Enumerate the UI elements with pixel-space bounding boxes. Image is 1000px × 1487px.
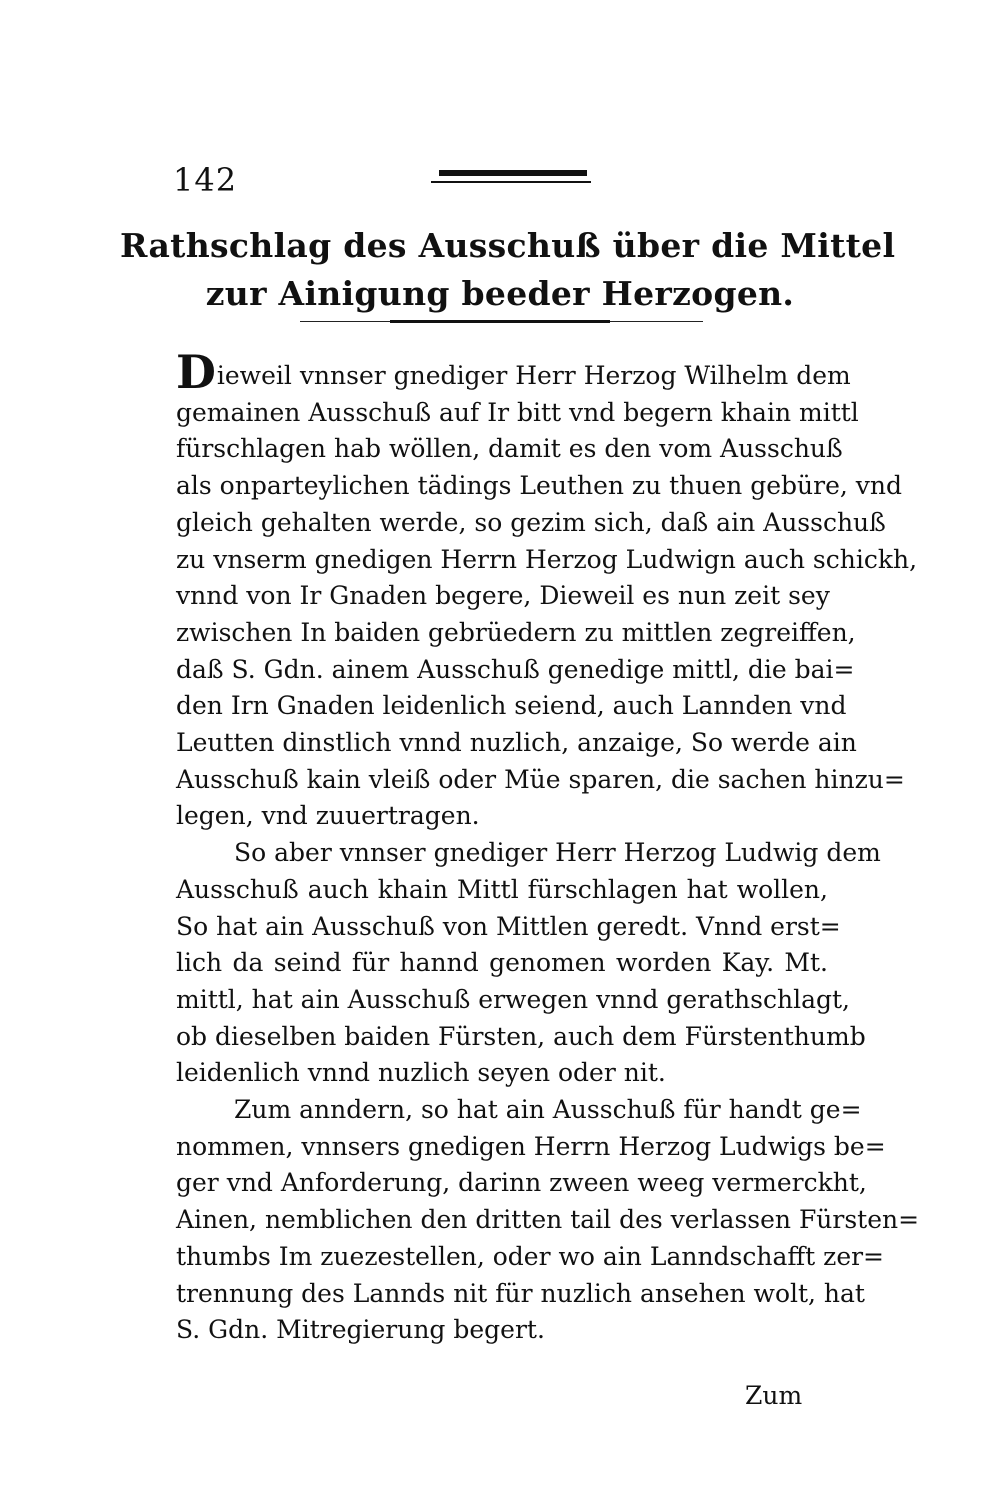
chapter-title — [120, 222, 896, 318]
text-line: Leutten dinstlich vnnd nuzlich, anzaige, So werde ain — [176, 728, 857, 758]
catchword: Zum — [745, 1381, 803, 1410]
body-text — [176, 345, 920, 1349]
page-number: 142 — [173, 161, 238, 199]
title-divider — [300, 320, 703, 324]
text-line: ger vnd Anforderung, darinn zween weeg vermerckht, — [176, 1168, 867, 1198]
ornament-thick-bar — [439, 170, 587, 176]
title-line: Rathschlag des Ausschuß über die Mittel — [120, 226, 896, 265]
text-line: mittl, hat ain Ausschuß erwegen vnnd gerathschlagt, — [176, 984, 850, 1014]
text-line: thumbs Im zuezestellen, oder wo ain Lanndschafft zer= — [176, 1241, 885, 1271]
text-line: lich da seind für hannd genomen worden Kay. Mt. — [176, 948, 828, 978]
title-line: zur Ainigung beeder Herzogen. — [205, 274, 795, 313]
text-line: vnnd von Ir Gnaden begere, Dieweil es nun zeit sey — [176, 581, 830, 611]
text-line: Ausschuß kain vleiß oder Müe sparen, die sachen hinzu= — [176, 764, 905, 794]
ornament-thin-bar — [431, 181, 591, 183]
text-line: als onparteylichen tädings Leuthen zu thuen gebüre, vnd — [176, 471, 902, 501]
text-line: Ausschuß auch khain Mittl fürschlagen hat wollen, — [176, 874, 828, 904]
text-line: gleich gehalten werde, so gezim sich, daß ain Ausschuß — [176, 507, 886, 537]
text-line — [176, 345, 851, 399]
text-line: daß S. Gdn. ainem Ausschuß genedige mittl, die bai= — [176, 654, 855, 684]
text-line: nommen, vnnsers gnedigen Herrn Herzog Ludwigs be= — [176, 1131, 886, 1161]
text-line-rest: ieweil vnnser gnediger Herr Herzog Wilhelm dem — [216, 361, 851, 390]
text-line: legen, vnd zuuertragen. — [176, 801, 480, 831]
text-line: zwischen In baiden gebrüedern zu mittlen zegreiffen, — [176, 617, 856, 647]
text-line: So aber vnnser gnediger Herr Herzog Ludwig dem — [234, 838, 881, 868]
text-line: S. Gdn. Mitregierung begert. — [176, 1315, 545, 1345]
page-header — [173, 160, 593, 200]
text-line: zu vnserm gnedigen Herrn Herzog Ludwign auch schickh, — [176, 544, 918, 574]
text-line: leidenlich vnnd nuzlich seyen oder nit. — [176, 1058, 666, 1088]
initial-letter: D — [176, 345, 216, 399]
text-line: Zum anndern, so hat ain Ausschuß für handt ge= — [234, 1095, 862, 1125]
text-line: Ainen, nemblichen den dritten tail des verlassen Fürsten= — [176, 1205, 920, 1235]
text-line: gemainen Ausschuß auf Ir bitt vnd begern khain mittl — [176, 397, 859, 427]
text-line: ob dieselben baiden Fürsten, auch dem Fürstenthumb — [176, 1021, 866, 1051]
text-line: den Irn Gnaden leidenlich seiend, auch Lannden vnd — [176, 691, 847, 721]
header-ornament — [431, 170, 591, 188]
text-line: fürschlagen hab wöllen, damit es den vom Ausschuß — [176, 434, 843, 464]
divider-thick-bar — [390, 320, 610, 323]
text-line: So hat ain Ausschuß von Mittlen geredt. Vnnd erst= — [176, 911, 841, 941]
text-line: trennung des Lannds nit für nuzlich ansehen wolt, hat — [176, 1278, 865, 1308]
